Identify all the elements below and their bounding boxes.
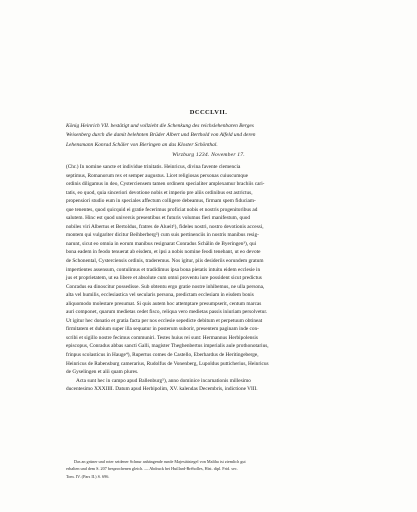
footnote [66,458,362,480]
body-line: de Gyselingen et alii quam plures. [66,369,139,376]
footnote-line: Tom. IV. (Pars II.) S. 696. [66,473,110,479]
body-line: propensiori studio eum in speciales affectum colligere debeamus, firmam spem fiduciam- [66,198,256,205]
document-number: DCCCLVII. [189,109,228,116]
footnote-line: Das an grüner und roter seidener Schnur anhängende runde Majestätsiegel von Maltha ist ziemlich gut [74,459,246,464]
body-line: episcopus, Conradus abbas sancti Galli, magister Theghenbertus imperialis aule prothonotarius, [66,343,269,350]
body-line: tatis, eo quod, quia sinceriori devotione nobis et imperio pre aliis ordinibus est astrictus, [66,189,253,196]
body-line: Heinricus de Rabensburg camerarius, Rudolfus de Vonenberg, Lupoldus putticherius, Heinricus [66,360,269,367]
body-line: de Schonental, Cysterciensis ordinis, traderemus. Nos igitur, piis desideriis eorundem gratum [66,258,264,265]
body-line: bona eadem in feodo tenuerat ab eisdem, et ipsi a nobis nomine feodi tenebant, ut eo devote [66,249,261,256]
body-line: auri componet, quarum medietas cedet fisco, reliqua vero medietas passis iniuriam persolvetur. [66,309,268,316]
summary-line: Weisenberg durch die damit belehnten Brüder Albert und Berthold von Alfeld und deren [66,132,256,139]
charter-text [66,163,362,394]
body-line: aliquomodo molestare presumat. Si quis autem hoc attemptare presumpserit, centum marcas [66,300,262,307]
body-line: montem qui vulgariter dicitur Beihberberg²) cum suis pertinenciis in nostris manibus resig- [66,232,259,239]
document-summary [66,122,362,150]
body-line: narunt, sicut eo omnia in eorum manibus resignarat Conradus Schälin de Byeringen³), qui [66,240,257,247]
body-line: que tenentes, quod quicquid ei gratie fecerimus proficiat nobis et nostris progenitoribus ad [66,206,258,213]
body-line: Conradus ea dinoscitur possedisse. Sub obtentu ergo gratie nostre inhibemus, ne ulla persona, [66,283,265,290]
footnote-line: erhalten und dem S. 207 besprochenen gleich. — Abdruck bei Huillard-Bréholles, Hist. dipl. Frid. sec. [66,466,238,472]
body-line: firmitatem et dubium super illa sequatur in posterum suborir, presentem paginam inde con- [66,326,259,333]
body-line: frinpus scolasticus in Hauge⁴), Rupertus comes de Castello, Eberhardus de Heritingeberge, [66,352,259,359]
summary-line: König Heinrich VII. bestätigt und vollzieht die Schenkung des reichslehenbaren Berges [66,123,254,129]
body-line: alta vel humilis, ecclesiastica vel secularis persona, predictam ecclesiam in eisdem bonis [66,292,254,299]
body-line: Ut igitur hec donatio et gratia facta per nos ecclesie sepedicte debitum et perpetuum obtineat [66,317,263,324]
body-line: ordinis diligamus in deo, Cysterciensem tamen ordinem specialiter amplexamur brachiis cari- [66,181,265,188]
dateline: Wirzburg 1234. November 17. [172,152,245,158]
body-line: salutem. Hinc est quod universis presentibus et futuris volumus fieri manifestum, quod [66,215,251,222]
body-line: impertientes assensum, contulimus et tradidimus ipsa bona pietatis intuitu eidem ecclesie in [66,266,261,273]
body-line: Acta sunt hec in campo apud Ballenburg⁵), anno dominice incarnationis millesimo [76,377,251,384]
body-line: (Chr.) In nomine sancte et individue trinitatis. Heinricus, divina favente clemencia [66,164,241,170]
body-line: jus et proprietatem, ut ea libere et absolute cum omni proventu iure possident sicut predictus [66,275,262,282]
body-line: scribi et sigillo nostre fecimus communiri. Testes huius rei sunt: Hermannus Herbipolensis [66,334,258,341]
body-line: nobiles viri Albertus et Bertoldus, fratres de Alueit¹), fideles nostri, nostro devotionis accessi, [66,223,264,230]
body-line: septimus, Romanorum rex et semper augustus. Licet religiosas personas cuiuscumque [66,172,248,179]
body-line: ducentesimo XXXIIII. Datum apud Herbipolim, XV. kalendas Decembris, indictione VIII. [66,386,258,393]
summary-line: Lehensmann Konrad Schäler von Bieringen an das Kloster Schönthal. [66,141,218,148]
